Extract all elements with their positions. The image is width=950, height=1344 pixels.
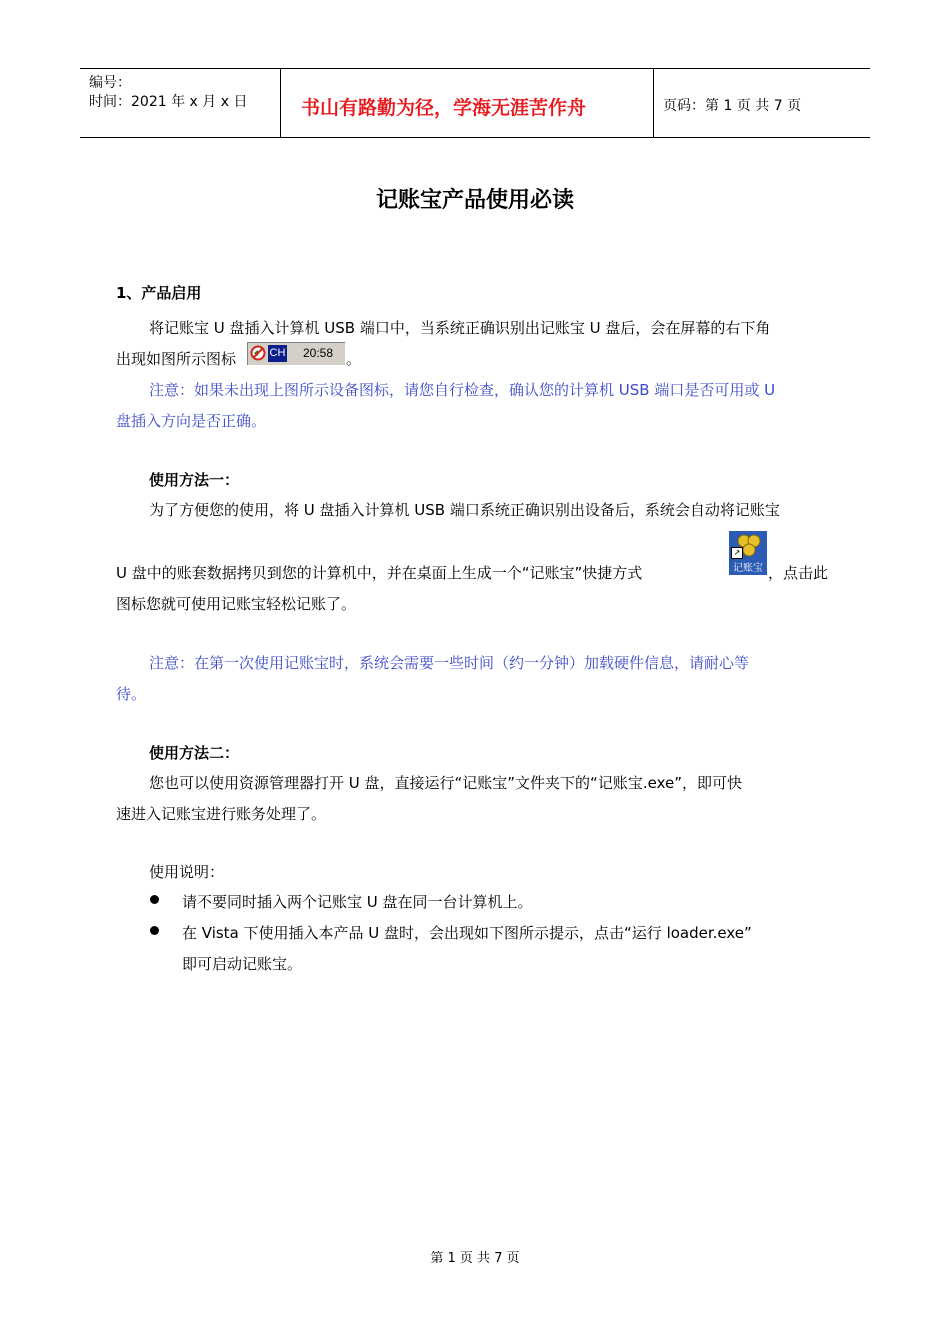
- page-footer: 第 1 页 共 7 页: [430, 1251, 520, 1266]
- list-item: 即可启动记账宝。: [182, 955, 303, 973]
- note-line: 盘插入方向是否正确。: [116, 412, 267, 430]
- bullet-icon: [150, 926, 159, 935]
- shortcut-arrow-icon: ↗: [731, 547, 743, 559]
- page-info: 页码：第 1 页 共 7 页: [663, 98, 802, 114]
- paragraph-line: 为了方便您的使用，将 U 盘插入计算机 USB 端口系统正确识别出设备后，系统会自动将记账宝: [149, 501, 780, 519]
- section-heading: 使用方法一：: [149, 471, 240, 489]
- paragraph-line: ，点击此: [768, 564, 829, 582]
- header-info-cell: [80, 69, 281, 137]
- paragraph-line: 将记账宝 U 盘插入计算机 USB 端口中，当系统正确识别出记账宝 U 盘后，会在屏幕的右下角: [149, 319, 771, 337]
- number-label: 编号：: [89, 75, 131, 91]
- usb-device-icon: [250, 345, 266, 361]
- header-motto-cell: [280, 69, 654, 137]
- paragraph-line: 出现如图所示图标: [116, 350, 237, 368]
- bullet-icon: [150, 895, 159, 904]
- paragraph-line: U 盘中的账套数据拷贝到您的计算机中，并在桌面上生成一个“记账宝”快捷方式: [116, 564, 643, 582]
- motto: 书山有路勤为径，学海无涯苦作舟: [301, 97, 587, 119]
- page-title: 记账宝产品使用必读: [375, 188, 574, 213]
- language-indicator: CH: [268, 345, 287, 362]
- section-heading: 使用说明：: [149, 863, 225, 881]
- note-line: 注意：如果未出现上图所示设备图标，请您自行检查，确认您的计算机 USB 端口是否可用或 U: [149, 381, 776, 399]
- note-line: 注意：在第一次使用记账宝时，系统会需要一些时间（约一分钟）加载硬件信息，请耐心等: [149, 654, 750, 672]
- list-item: 请不要同时插入两个记账宝 U 盘在同一台计算机上。: [182, 893, 533, 911]
- document-header: [80, 68, 870, 138]
- time-label: 时间：2021 年 x 月 x 日: [89, 94, 248, 110]
- paragraph-punct: 。: [346, 350, 362, 368]
- paragraph-line: 您也可以使用资源管理器打开 U 盘，直接运行“记账宝”文件夹下的“记账宝.exe”，即可快: [149, 774, 742, 792]
- shortcut-icon: [729, 531, 767, 575]
- header-page-cell: [654, 69, 870, 137]
- paragraph-line: 图标您就可使用记账宝轻松记账了。: [116, 595, 357, 613]
- note-line: 待。: [116, 685, 147, 703]
- section-heading: 使用方法二：: [149, 744, 240, 762]
- list-item: 在 Vista 下使用插入本产品 U 盘时，会出现如下图所示提示，点击“运行 loader.exe”: [182, 924, 752, 942]
- section-heading: 1、产品启用: [116, 284, 202, 302]
- shortcut-label: 记账宝: [733, 563, 763, 574]
- paragraph-line: 速进入记账宝进行账务处理了。: [116, 805, 327, 823]
- tray-clock: 20:58: [303, 346, 334, 360]
- tray-icon-image: [247, 342, 345, 365]
